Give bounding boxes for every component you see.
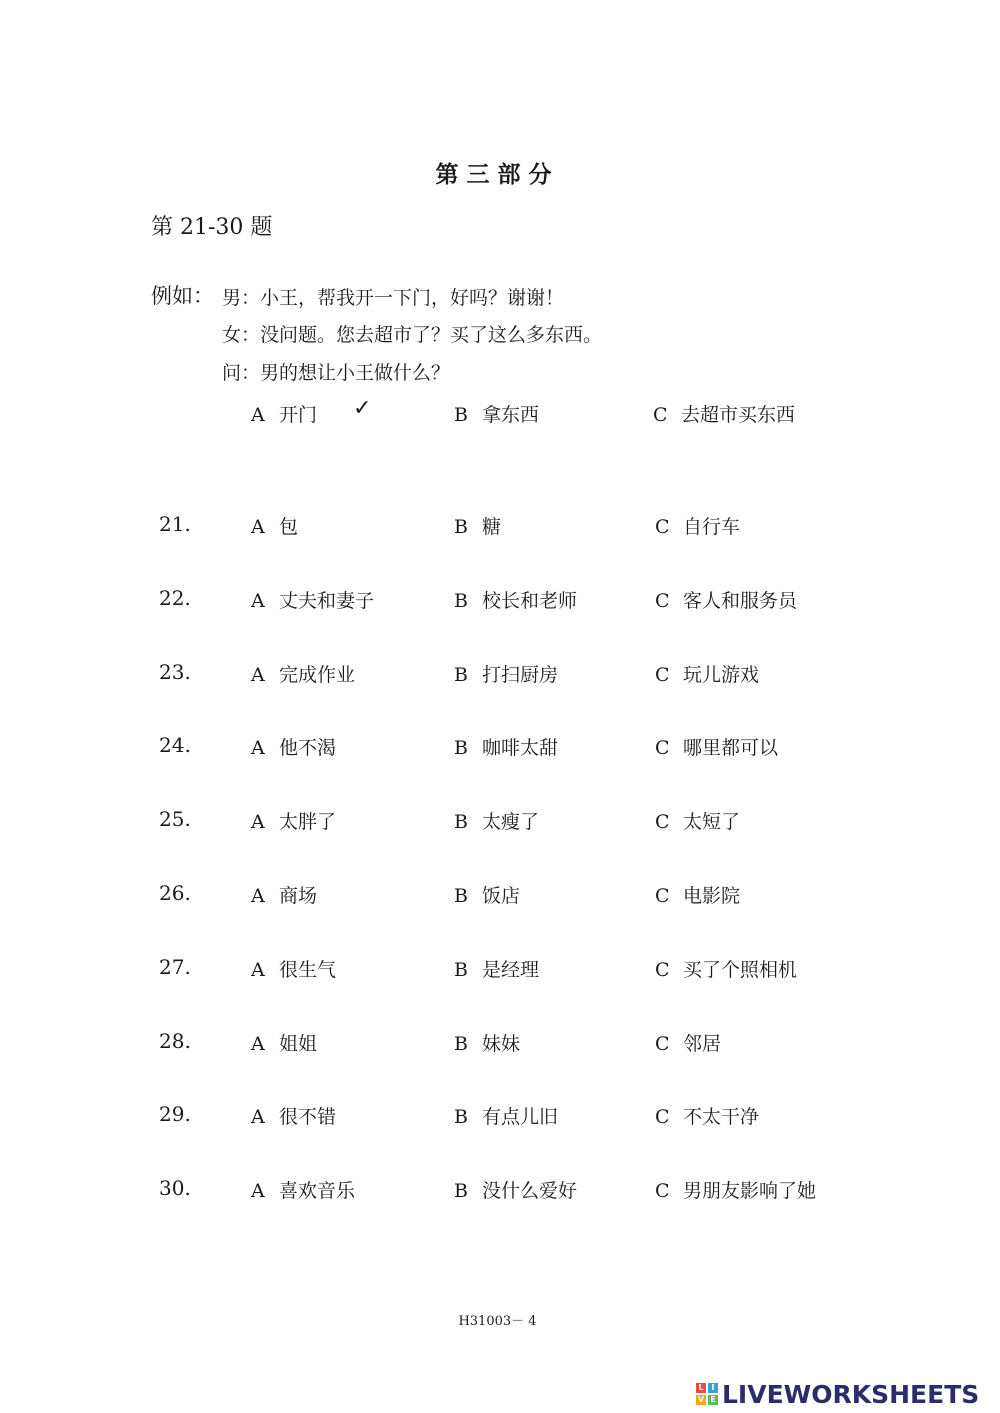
option-letter: C bbox=[655, 737, 670, 759]
option-text: 不太干净 bbox=[683, 1106, 760, 1128]
option-letter: A bbox=[251, 1106, 265, 1128]
page-footer: H31003－ 4 bbox=[458, 1314, 537, 1329]
option-text: 姐姐 bbox=[279, 1033, 318, 1055]
question-option-b[interactable] bbox=[454, 1029, 520, 1056]
brand-logo-letter: E bbox=[708, 1395, 718, 1405]
option-letter: C bbox=[655, 590, 670, 612]
option-text: 商场 bbox=[279, 885, 318, 907]
option-letter: C bbox=[655, 1106, 670, 1128]
question-option-b[interactable] bbox=[454, 955, 539, 982]
question-number: 26. bbox=[159, 881, 191, 905]
question-option-a[interactable] bbox=[251, 1176, 355, 1203]
option-text: 包 bbox=[279, 516, 299, 538]
option-letter: B bbox=[454, 959, 468, 981]
question-option-b[interactable] bbox=[454, 1102, 558, 1129]
option-text: 丈夫和妻子 bbox=[279, 590, 375, 612]
option-text: 男朋友影响了她 bbox=[683, 1180, 817, 1202]
question-option-b[interactable] bbox=[454, 586, 577, 613]
example-label: 例如： bbox=[151, 284, 214, 308]
option-text: 咖啡太甜 bbox=[482, 737, 559, 759]
option-letter: B bbox=[454, 1106, 468, 1128]
option-letter: C bbox=[655, 1033, 670, 1055]
brand-logo-letter: L bbox=[696, 1383, 706, 1393]
brand-name: LIVEWORKSHEETS bbox=[722, 1379, 980, 1409]
option-letter: B bbox=[454, 590, 468, 612]
brand-watermark bbox=[696, 1378, 979, 1410]
question-option-c[interactable] bbox=[655, 955, 797, 982]
option-letter: B bbox=[454, 404, 468, 426]
option-letter: B bbox=[454, 737, 468, 759]
example-option-a bbox=[251, 400, 317, 427]
check-mark-icon: ✓ bbox=[353, 396, 372, 421]
option-letter: C bbox=[655, 959, 670, 981]
option-letter: C bbox=[655, 811, 670, 833]
question-option-c[interactable] bbox=[655, 881, 740, 908]
option-letter: B bbox=[454, 1033, 468, 1055]
option-letter: A bbox=[251, 516, 265, 538]
question-number: 23. bbox=[159, 660, 191, 684]
option-text: 玩儿游戏 bbox=[683, 664, 760, 686]
question-range: 第 21-30 题 bbox=[151, 215, 273, 240]
option-letter: A bbox=[251, 664, 265, 686]
question-number: 30. bbox=[159, 1176, 191, 1200]
question-option-b[interactable] bbox=[454, 807, 539, 834]
option-text: 很不错 bbox=[279, 1106, 337, 1128]
question-option-b[interactable] bbox=[454, 512, 501, 539]
question-option-b[interactable] bbox=[454, 733, 558, 760]
option-letter: A bbox=[251, 737, 265, 759]
question-number: 25. bbox=[159, 807, 191, 831]
question-option-c[interactable] bbox=[655, 1102, 759, 1129]
option-text: 打扫厨房 bbox=[482, 664, 559, 686]
option-letter: A bbox=[251, 1180, 265, 1202]
question-option-b[interactable] bbox=[454, 660, 558, 687]
question-number: 24. bbox=[159, 733, 191, 757]
question-option-a[interactable] bbox=[251, 881, 317, 908]
option-letter: B bbox=[454, 664, 468, 686]
option-letter: B bbox=[454, 885, 468, 907]
option-letter: B bbox=[454, 516, 468, 538]
question-option-c[interactable] bbox=[655, 1176, 816, 1203]
option-letter: C bbox=[655, 516, 670, 538]
question-option-b[interactable] bbox=[454, 881, 520, 908]
option-text: 自行车 bbox=[683, 516, 741, 538]
option-text: 完成作业 bbox=[279, 664, 356, 686]
option-letter: A bbox=[251, 959, 265, 981]
example-question: 问：男的想让小王做什么？ bbox=[222, 362, 451, 384]
question-option-c[interactable] bbox=[655, 512, 740, 539]
question-option-a[interactable] bbox=[251, 1102, 336, 1129]
option-text: 邻居 bbox=[683, 1033, 722, 1055]
option-text: 饭店 bbox=[482, 885, 521, 907]
example-option-c bbox=[653, 400, 795, 427]
option-letter: C bbox=[655, 1180, 670, 1202]
option-letter: C bbox=[655, 885, 670, 907]
option-letter: B bbox=[454, 1180, 468, 1202]
question-option-c[interactable] bbox=[655, 660, 759, 687]
example-option-b bbox=[454, 400, 539, 427]
question-option-c[interactable] bbox=[655, 733, 778, 760]
option-text: 客人和服务员 bbox=[683, 590, 798, 612]
section-title: 第三部分 bbox=[435, 161, 560, 188]
option-letter: B bbox=[454, 811, 468, 833]
option-text: 电影院 bbox=[683, 885, 741, 907]
brand-logo-letter: V bbox=[697, 1395, 705, 1404]
option-letter: A bbox=[251, 1033, 265, 1055]
option-letter: C bbox=[653, 404, 668, 426]
question-option-a[interactable] bbox=[251, 733, 336, 760]
question-number: 21. bbox=[159, 512, 191, 536]
option-text: 他不渴 bbox=[279, 737, 337, 759]
option-text: 太瘦了 bbox=[482, 811, 540, 833]
option-text: 哪里都可以 bbox=[683, 737, 779, 759]
option-letter: A bbox=[251, 404, 265, 426]
question-option-a[interactable] bbox=[251, 660, 355, 687]
option-text: 拿东西 bbox=[482, 404, 540, 426]
question-option-a[interactable] bbox=[251, 586, 374, 613]
question-option-c[interactable] bbox=[655, 807, 740, 834]
option-text: 喜欢音乐 bbox=[279, 1180, 356, 1202]
question-option-a[interactable] bbox=[251, 1029, 317, 1056]
question-option-a[interactable] bbox=[251, 512, 298, 539]
question-number: 27. bbox=[159, 955, 191, 979]
question-option-a[interactable] bbox=[251, 955, 336, 982]
option-text: 妹妹 bbox=[482, 1033, 521, 1055]
option-text: 有点儿旧 bbox=[482, 1106, 559, 1128]
question-number: 28. bbox=[159, 1029, 191, 1053]
brand-logo-icon bbox=[696, 1383, 718, 1405]
option-text: 是经理 bbox=[482, 959, 540, 981]
option-letter: C bbox=[655, 664, 670, 686]
option-text: 糖 bbox=[482, 516, 502, 538]
option-text: 没什么爱好 bbox=[482, 1180, 578, 1202]
question-option-a[interactable] bbox=[251, 807, 336, 834]
option-text: 太短了 bbox=[683, 811, 741, 833]
option-text: 太胖了 bbox=[279, 811, 337, 833]
option-text: 去超市买东西 bbox=[681, 404, 796, 426]
option-text: 开门 bbox=[279, 404, 318, 426]
option-letter: A bbox=[251, 885, 265, 907]
question-number: 22. bbox=[159, 586, 191, 610]
option-letter: A bbox=[251, 590, 265, 612]
question-option-b[interactable] bbox=[454, 1176, 577, 1203]
example-dialogue-woman: 女：没问题。您去超市了？买了这么多东西。 bbox=[222, 324, 603, 346]
option-text: 买了个照相机 bbox=[683, 959, 798, 981]
option-text: 校长和老师 bbox=[482, 590, 578, 612]
option-text: 很生气 bbox=[279, 959, 337, 981]
example-dialogue-man: 男：小王，帮我开一下门，好吗？谢谢！ bbox=[222, 287, 565, 309]
brand-logo-letter: I bbox=[708, 1383, 718, 1393]
question-option-c[interactable] bbox=[655, 586, 797, 613]
question-option-c[interactable] bbox=[655, 1029, 721, 1056]
option-letter: A bbox=[251, 811, 265, 833]
question-number: 29. bbox=[159, 1102, 191, 1126]
